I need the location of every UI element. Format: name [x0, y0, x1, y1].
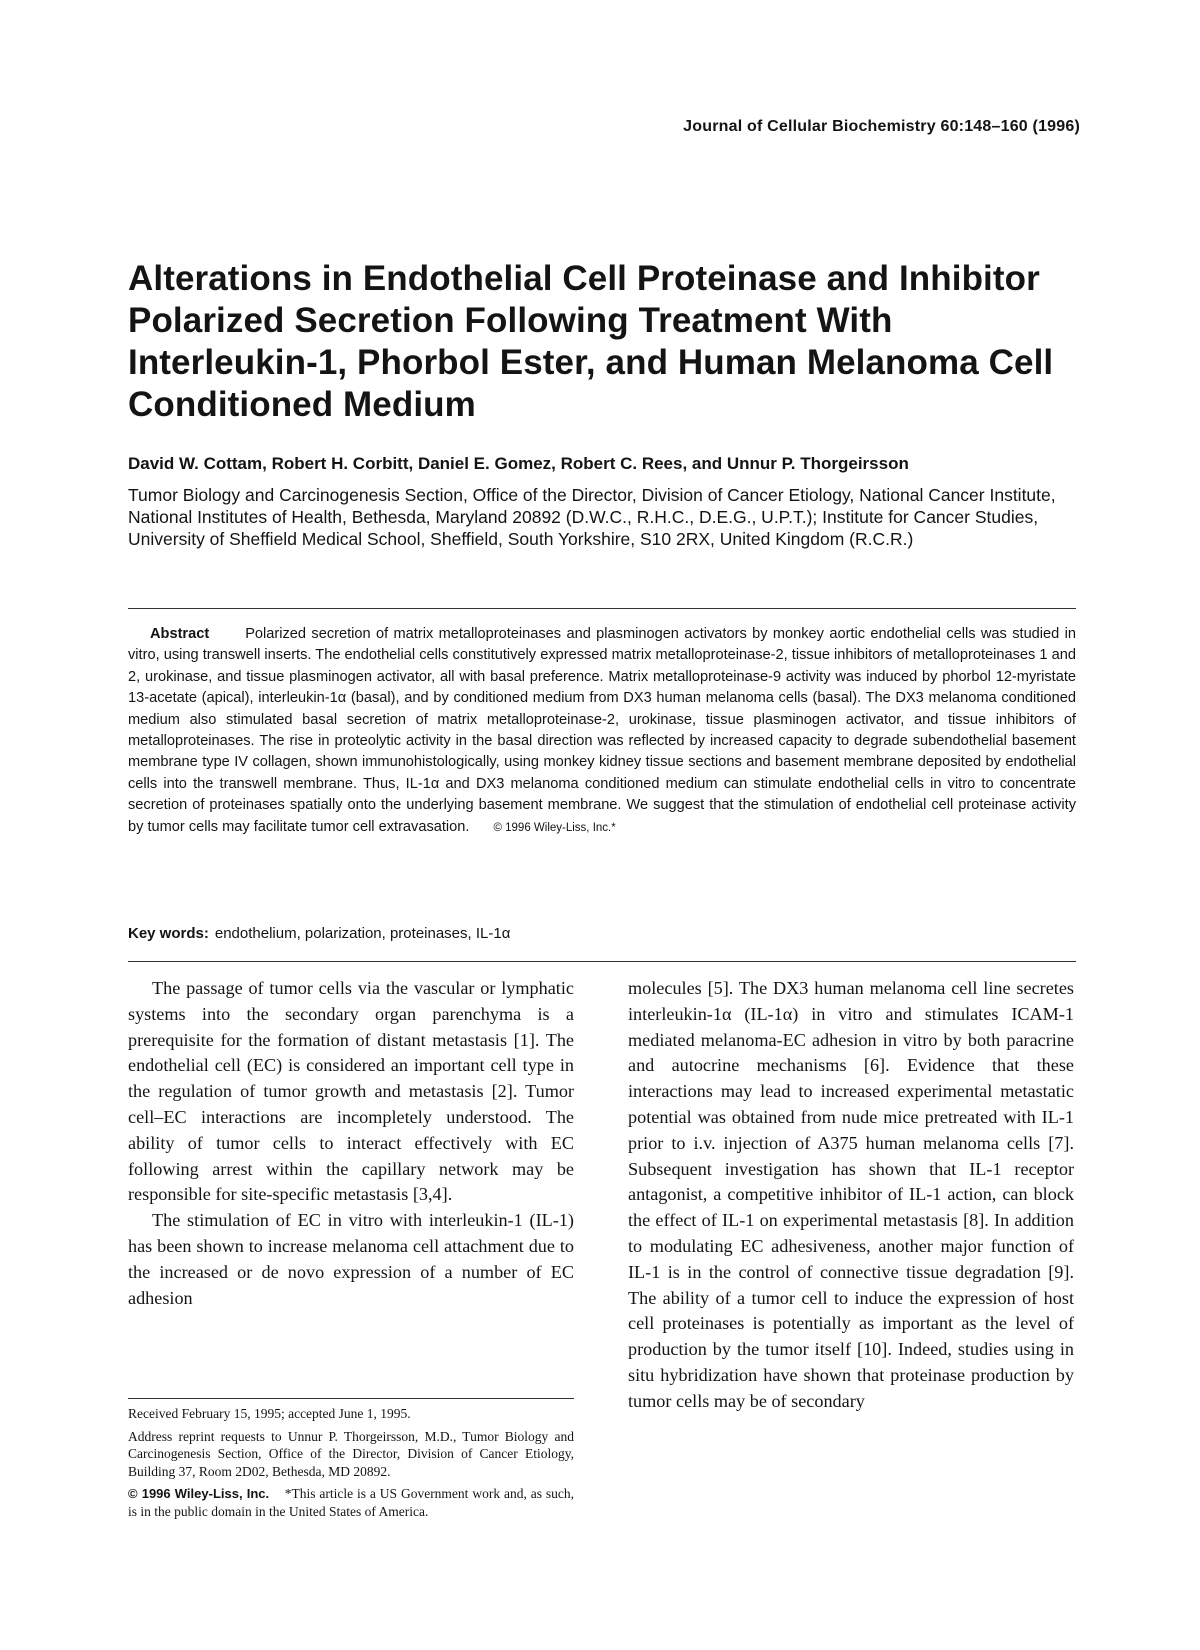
- footnote-received: Received February 15, 1995; accepted June 1, 1995.: [128, 1406, 411, 1421]
- footnote-address: Address reprint requests to Unnur P. Thorgeirsson, M.D., Tumor Biology and Carcinogenesis Section, Office of the Director, Division of Cancer Etiology, Building 37, Room 2D02, Bethesda, MD 20892.: [128, 1428, 574, 1479]
- abstract-top-divider: [128, 608, 1076, 609]
- abstract-label: Abstract: [150, 626, 210, 642]
- footnotes: [128, 1405, 574, 1526]
- keywords: [128, 925, 510, 942]
- keywords-text: endothelium, polarization, proteinases, IL-1α: [214, 925, 511, 942]
- abstract-copyright: © 1996 Wiley-Liss, Inc.*: [493, 821, 616, 834]
- footnote-copyright-holder: © 1996 Wiley-Liss, Inc.: [128, 1486, 270, 1502]
- author-list: David W. Cottam, Robert H. Corbitt, Daniel E. Gomez, Robert C. Rees, and Unnur P. Thorgeirsson: [128, 454, 909, 473]
- body-column-left: [128, 976, 574, 1311]
- abstract: [128, 624, 1076, 839]
- footnote-divider: [128, 1398, 574, 1399]
- body-paragraph: The stimulation of EC in vitro with interleukin-1 (IL-1) has been shown to increase melanoma cell attachment due to the increased or de novo expression of a number of EC adhesion: [128, 1210, 574, 1308]
- keywords-bottom-divider: [128, 961, 1076, 962]
- journal-citation: Journal of Cellular Biochemistry 60:148–160 (1996): [683, 118, 1080, 135]
- author-affiliation: Tumor Biology and Carcinogenesis Section, Office of the Director, Division of Cancer Etiology, National Cancer Institute, National Institutes of Health, Bethesda, Maryland 20892 (D.W.C., R.H.C., D.E.G., U.P.T.); Institute for Cancer Studies, University of Sheffield Medical School, Sheffield, South Yorkshire, S10 2RX, United Kingdom (R.C.R.): [128, 485, 1056, 549]
- body-column-right: [628, 976, 1074, 1415]
- body-paragraph: molecules [5]. The DX3 human melanoma cell line secretes interleukin-1α (IL-1α) in vitro and stimulates ICAM-1 mediated melanoma-EC adhesion in vitro by both paracrine and autocrine mechanisms [6]. Evidence that these interactions may lead to increased experimental metastatic potential was obtained from nude mice pretreated with IL-1 prior to i.v. injection of A375 human melanoma cells [7]. Subsequent investigation has shown that IL-1 receptor antagonist, a competitive inhibitor of IL-1 action, can block the effect of IL-1 on experimental metastasis [8]. In addition to modulating EC adhesiveness, another major function of IL-1 is in the control of connective tissue degradation [9]. The ability of a tumor cell to induce the expression of host cell proteinases is potentially as important as the level of production by the tumor itself [10]. Indeed, studies using in situ hybridization have shown that proteinase production by tumor cells may be of secondary: [628, 978, 1074, 1411]
- body-paragraph: The passage of tumor cells via the vascular or lymphatic systems into the secondary organ parenchyma is a prerequisite for the formation of distant metastasis [1]. The endothelial cell (EC) is considered an important cell type in the regulation of tumor growth and metastasis [2]. Tumor cell–EC interactions are incompletely understood. The ability of tumor cells to interact effectively with EC following arrest within the capillary network may be responsible for site-specific metastasis [3,4].: [128, 978, 574, 1205]
- keywords-label: Key words:: [128, 925, 209, 942]
- article-title: Alterations in Endothelial Cell Proteinase and Inhibitor Polarized Secretion Following Treatment With Interleukin-1, Phorbol Ester, and Human Melanoma Cell Conditioned Medium: [128, 259, 1054, 424]
- footnote-copyright: [128, 1485, 574, 1520]
- abstract-text: Polarized secretion of matrix metalloproteinases and plasminogen activators by monkey aortic endothelial cells was studied in vitro, using transwell inserts. The endothelial cells constitutively expressed matrix metalloproteinase-2, tissue inhibitors of metalloproteinases 1 and 2, urokinase, and tissue plasminogen activator, all with basal preference. Matrix metalloproteinase-9 activity was induced by phorbol 12-myristate 13-acetate (apical), interleukin-1α (basal), and by conditioned medium from DX3 human melanoma cells (basal). The DX3 melanoma conditioned medium also stimulated basal secretion of matrix metalloproteinase-2, urokinase, tissue plasminogen activator, and tissue inhibitors of metalloproteinases. The rise in proteolytic activity in the basal direction was reflected by increased capacity to degrade subendothelial basement membrane type IV collagen, shown immunohistologically, using monkey kidney tissue sections and basement membrane deposited by endothelial cells into the transwell membrane. Thus, IL-1α and DX3 melanoma conditioned medium can stimulate endothelial cells in vitro to concentrate secretion of proteinases spatially onto the underlying basement membrane. We suggest that the stimulation of endothelial cell proteinase activity by tumor cells may facilitate tumor cell extravasation.: [128, 626, 1076, 835]
- footnote-copyright-note: *This article is a US Government work and, as such, is in the public domain in the United States of America.: [128, 1486, 575, 1519]
